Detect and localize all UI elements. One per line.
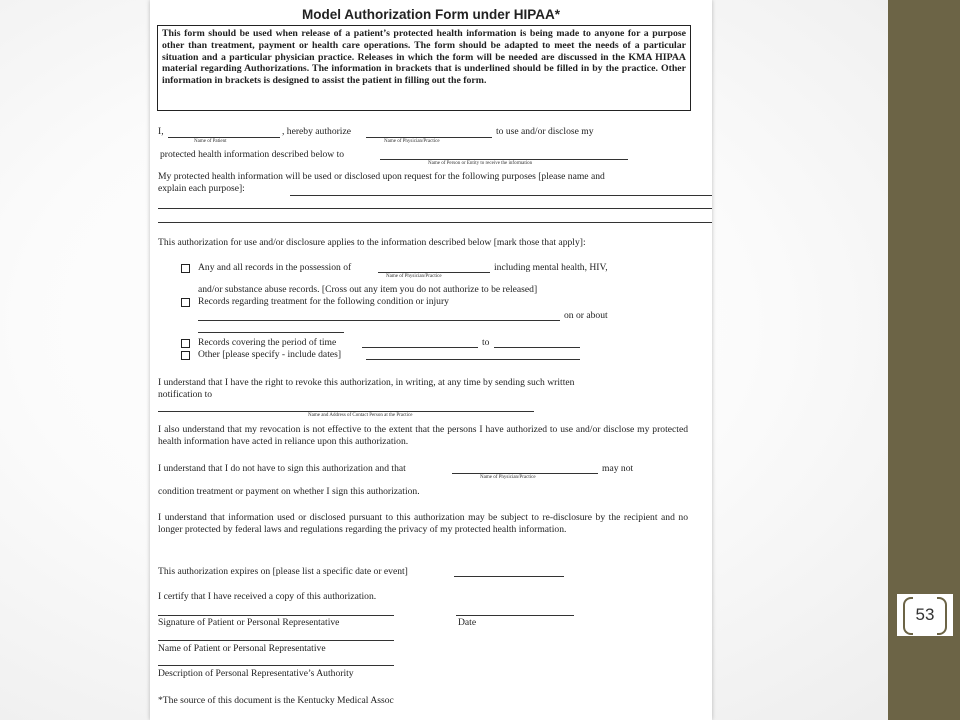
name-label: Name of Patient or Personal Representative xyxy=(158,643,326,654)
caption-physician-2: Name of Physician/Practice xyxy=(386,274,442,279)
period-to-line xyxy=(494,347,580,348)
authority-label: Description of Personal Representative’s Authority xyxy=(158,668,354,679)
certify-text: I certify that I have received a copy of this authorization. xyxy=(158,591,377,602)
sign-line-a: I understand that I do not have to sign this authorization and that xyxy=(158,463,406,474)
option-any-c: and/or substance abuse records. [Cross out any item you do not authorize to be released] xyxy=(198,284,538,295)
text-i: I, xyxy=(158,126,164,137)
source-note: *The source of this document is the Kentucky Medical Assoc xyxy=(158,695,394,706)
physician-line-3 xyxy=(452,473,598,474)
other-line xyxy=(366,359,580,360)
text-on-or-about: on or about xyxy=(564,310,608,321)
date-label: Date xyxy=(458,617,477,628)
purpose-line-2 xyxy=(158,208,712,209)
option-any-a: Any and all records in the possession of xyxy=(198,262,352,273)
revocation-text: I also understand that my revocation is not effective to the extent that the persons I have authorized to use and/or disclose my protected health information have acted in reliance upon this authorization. xyxy=(158,424,688,447)
text-use-disclose: to use and/or disclose my xyxy=(496,126,594,137)
text-described-below: protected health information described below to xyxy=(160,149,345,160)
caption-recipient: Name of Person or Entity to receive the information xyxy=(428,161,533,166)
option-treatment: Records regarding treatment for the following condition or injury xyxy=(198,296,449,307)
purposes-line-b: explain each purpose]: xyxy=(158,183,245,194)
expires-line xyxy=(454,576,564,577)
form-title: Model Authorization Form under HIPAA* xyxy=(302,7,560,22)
recipient-line xyxy=(380,159,628,160)
revoke-line-b: notification to xyxy=(158,389,213,400)
slide-number: 53 xyxy=(915,605,935,624)
contact-line xyxy=(158,411,534,412)
option-period: Records covering the period of time xyxy=(198,337,337,348)
purposes-line-a: My protected health information will be used or disclosed upon request for the following purposes [please name and xyxy=(158,171,605,182)
revoke-line-a: I understand that I have the right to revoke this authorization, in writing, at any time by sending such written xyxy=(158,377,575,388)
intro-notice-box: This form should be used when release of a patient’s protected health information is being made to anyone for a purpose other than treatment, payment or health care operations. The form should be adapted to meet the needs of a particular situation and a particular physician practice. Releases in which the form will be needed are discussed in the KMA HIPAA material regarding Authorizations. The information in brackets that is underlined should be filled in by the practice. Other information in brackets is designed to assist the patient in filling out the form. xyxy=(157,25,691,111)
option-any-b: including mental health, HIV, xyxy=(494,262,608,273)
period-from-line xyxy=(362,347,478,348)
option-other: Other [please specify - include dates] xyxy=(198,349,342,360)
patient-name-line xyxy=(168,137,280,138)
condition-date-line xyxy=(198,332,344,333)
redisclosure-text: I understand that information used or disclosed pursuant to this authorization may be subject to re-disclosure by the recipient and no longer protected by federal laws and regulations regarding the privacy of my protected health information. xyxy=(158,512,688,535)
text-hereby: , hereby authorize xyxy=(282,126,351,137)
sign-line-b: condition treatment or payment on whether I sign this authorization. xyxy=(158,486,420,497)
checkbox-treatment[interactable] xyxy=(181,298,190,307)
caption-patient: Name of Patient xyxy=(194,139,227,144)
authority-line xyxy=(158,665,394,666)
text-to: to xyxy=(482,337,490,348)
date-line xyxy=(456,615,574,616)
physician-line-1 xyxy=(366,137,492,138)
condition-line xyxy=(198,320,560,321)
caption-physician-1: Name of Physician/Practice xyxy=(384,139,440,144)
checkbox-period[interactable] xyxy=(181,339,190,348)
authorization-form-page xyxy=(150,0,712,720)
caption-contact: Name and Address of Contact Person at the Practice xyxy=(308,413,413,418)
signature-label: Signature of Patient or Personal Representative xyxy=(158,617,340,628)
text-may-not: may not xyxy=(602,463,634,474)
checkbox-any-records[interactable] xyxy=(181,264,190,273)
purpose-line-1 xyxy=(290,195,712,196)
signature-line xyxy=(158,615,394,616)
expires-text: This authorization expires on [please list a specific date or event] xyxy=(158,566,408,577)
applies-text: This authorization for use and/or disclosure applies to the information described below [mark those that apply]: xyxy=(158,237,586,248)
physician-line-2 xyxy=(378,272,490,273)
right-bracket-icon xyxy=(937,597,947,635)
left-bracket-icon xyxy=(903,597,913,635)
caption-physician-3: Name of Physician/Practice xyxy=(480,475,536,480)
checkbox-other[interactable] xyxy=(181,351,190,360)
purpose-line-3 xyxy=(158,222,712,223)
slide-number-badge xyxy=(897,594,953,636)
name-line xyxy=(158,640,394,641)
